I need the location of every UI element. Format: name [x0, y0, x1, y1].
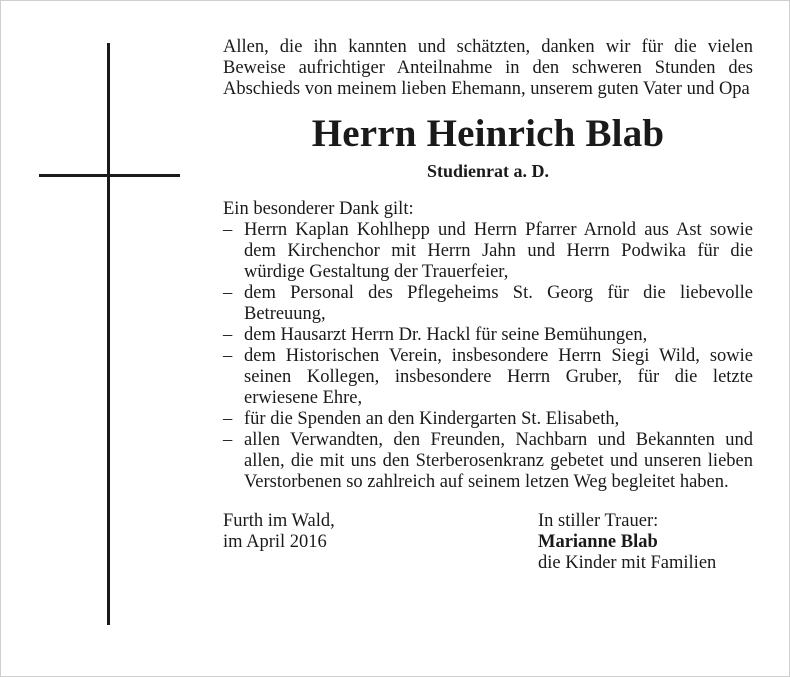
mourners-signature: [538, 511, 716, 574]
thanks-item-text: für die Spenden an den Kindergarten St. Elisabeth,: [244, 409, 620, 429]
thanks-item: [223, 346, 753, 409]
place: Furth im Wald,: [223, 511, 335, 531]
thanks-item-text: dem Personal des Pflegeheims St. Georg für die liebevolle Betreuung,: [244, 283, 753, 324]
thanks-item-text: allen Verwandten, den Freunden, Nachbarn und Bekannten und allen, die mit uns den Sterberosenkranz gebetet und unseren lieben Verstorbenen so zahlreich auf seinem letzen Weg begleitet haben.: [244, 430, 753, 492]
mourner-name: Marianne Blab: [538, 532, 658, 552]
thanks-item-text: dem Historischen Verein, insbesondere Herrn Siegi Wild, sowie seinen Kollegen, insbesondere Herrn Gruber, für die letzte erwiesene Ehre,: [244, 346, 753, 408]
dash-bullet: –: [223, 220, 233, 240]
dash-bullet: –: [223, 346, 233, 366]
notice-text: [223, 37, 753, 577]
thanks-item-text: dem Hausarzt Herrn Dr. Hackl für seine Bemühungen,: [244, 325, 648, 345]
thanks-item: [223, 220, 753, 283]
dash-bullet: –: [223, 409, 233, 429]
thanks-item: [223, 325, 753, 346]
mourning-label: In stiller Trauer:: [538, 511, 659, 531]
thanks-heading: Ein besonderer Dank gilt:: [223, 199, 414, 219]
deceased-name: Herrn Heinrich Blab: [311, 112, 665, 155]
cross-icon-vertical-bar: [107, 43, 110, 625]
thanks-list: [223, 220, 753, 493]
thanks-item: [223, 430, 753, 493]
intro-text: Allen, die ihn kannten und schätzten, danken wir für die vielen Beweise aufrichtiger Anteilnahme in den schweren Stunden des Abschieds von meinem lieben Ehemann, unserem guten Vater und Opa: [223, 37, 753, 99]
notice-footer: [223, 511, 753, 577]
place-and-date: [223, 511, 335, 553]
thanks-item: [223, 409, 753, 430]
deceased-title: Studienrat a. D.: [426, 161, 549, 181]
thanks-item-text: Herrn Kaplan Kohlhepp und Herrn Pfarrer Arnold aus Ast sowie dem Kirchenchor mit Herrn Jahn und Herrn Podwika für die würdige Gestaltung der Trauerfeier,: [244, 220, 753, 282]
thanks-item: [223, 283, 753, 325]
family-line: die Kinder mit Familien: [538, 553, 717, 573]
date: im April 2016: [223, 532, 327, 552]
dash-bullet: –: [223, 283, 233, 303]
dash-bullet: –: [223, 325, 233, 345]
dash-bullet: –: [223, 430, 233, 450]
cross-icon-horizontal-bar: [39, 174, 180, 177]
